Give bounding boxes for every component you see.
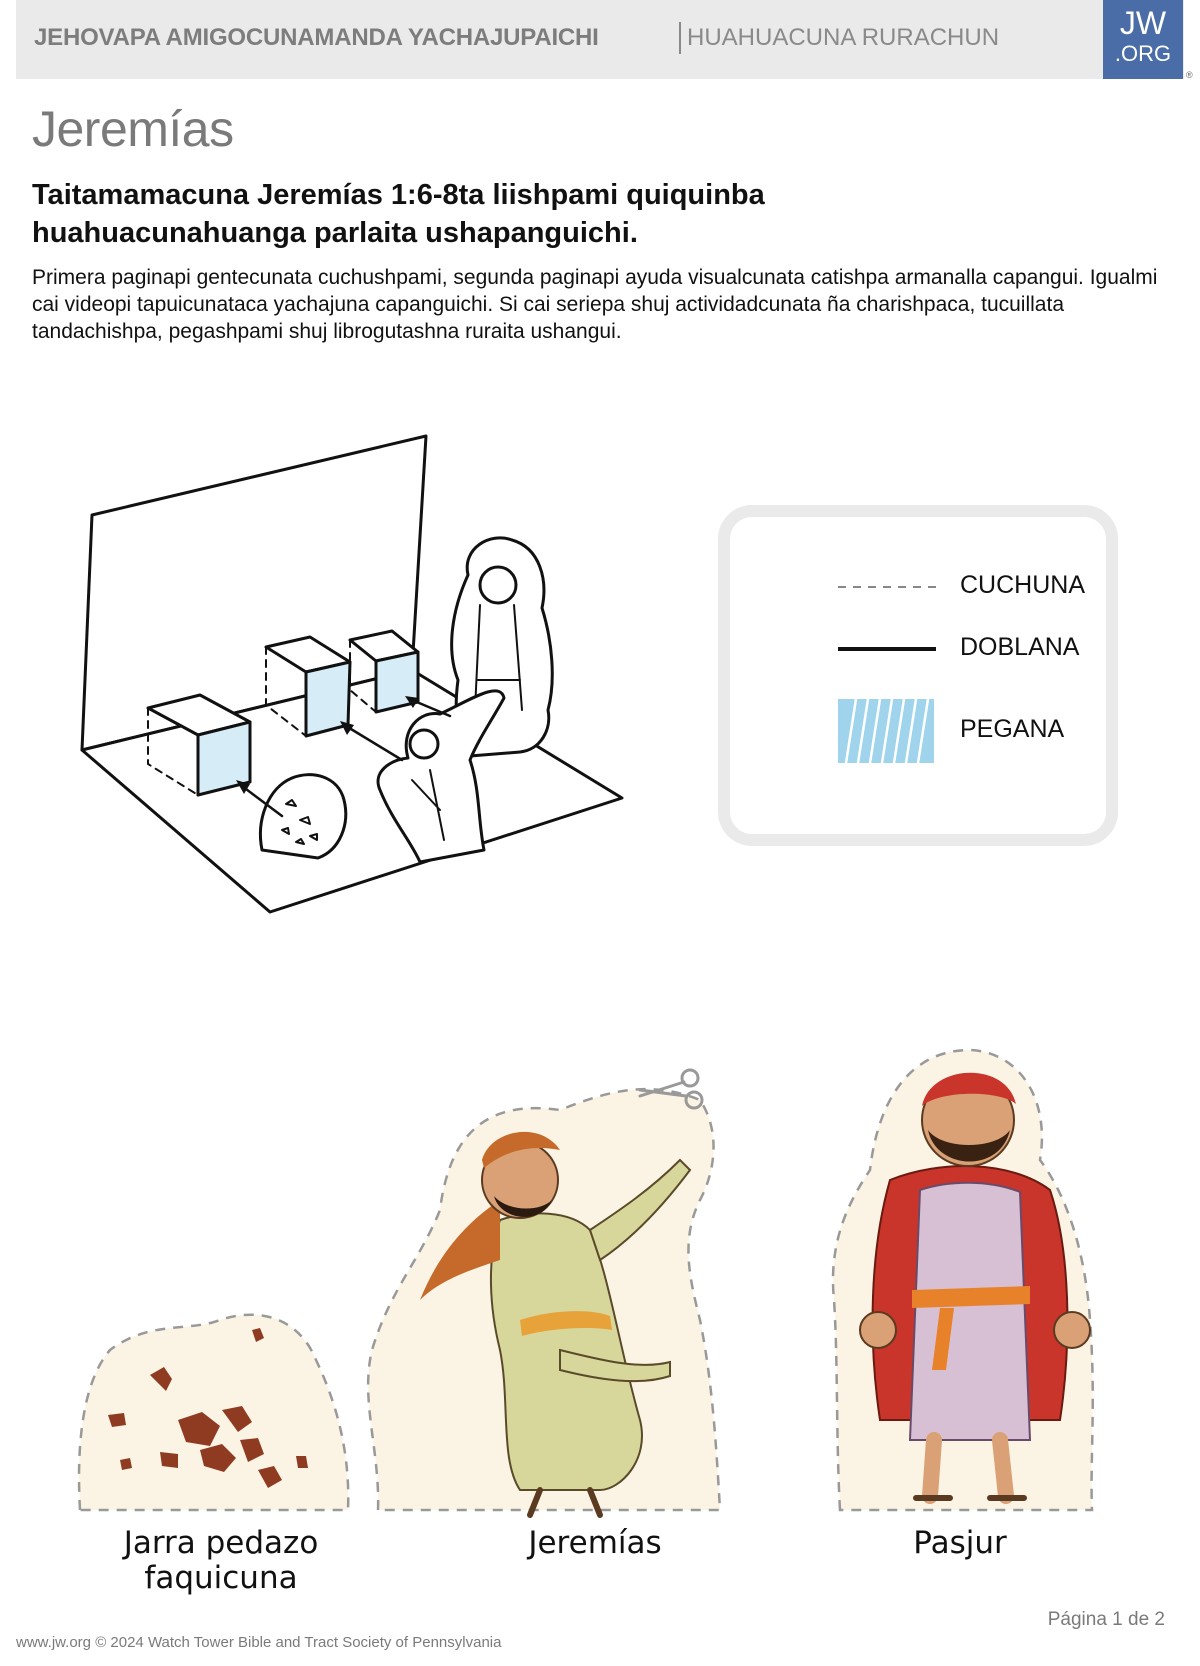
pashur-cutout <box>833 1050 1093 1510</box>
copyright-footer: www.jw.org © 2024 Watch Tower Bible and Tract Society of Pennsylvania <box>16 1634 502 1651</box>
legend-fold-label: DOBLANA <box>960 633 1080 661</box>
solid-line-icon <box>838 639 938 659</box>
jeremiah-label: Jeremías <box>528 1525 662 1561</box>
jeremiah-cutout <box>368 1070 720 1515</box>
logo-org-text: .ORG <box>1114 41 1172 66</box>
legend-box <box>718 505 1118 846</box>
page-number: Página 1 de 2 <box>1047 1609 1165 1630</box>
legend-row-glue <box>838 697 1065 743</box>
assembly-diagram <box>0 380 700 940</box>
legend-cut-label: CUCHUNA <box>960 571 1085 599</box>
jw-logo[interactable] <box>1103 0 1183 79</box>
logo-jw-text: JW <box>1119 5 1167 41</box>
activity-subtitle: Taitamamacuna Jeremías 1:6-8ta liishpami quiquinba huahuacunahuanga parlaita ushapanguichi. <box>32 179 765 249</box>
legend-row-fold <box>838 633 1080 679</box>
header-divider <box>679 22 681 54</box>
page-title: Jeremías <box>32 101 234 157</box>
legend-row-cut <box>838 571 1085 617</box>
pashur-label: Pasjur <box>913 1525 1007 1561</box>
intro-paragraph: Primera paginapi gentecunata cuchushpami, segunda paginapi ayuda visualcunata catishpa armanalla capangui. Igualmi cai videopi tapuicunataca yachajuna capanguichi. Si cai seriepa shuj actividadcunata ña charishpaca, tucuillata tandachishpa, pegashpami shuj librogutashna ruraita ushangui. <box>32 266 1158 343</box>
dashed-line-icon <box>838 577 938 597</box>
series-title: JEHOVAPA AMIGOCUNAMANDA YACHAJUPAICHI <box>34 24 599 51</box>
glue-pattern-icon <box>838 697 938 765</box>
cutout-figures <box>0 1020 1200 1540</box>
registered-mark: ® <box>1186 70 1193 80</box>
legend-glue-label: PEGANA <box>960 715 1065 743</box>
shards-cutout <box>79 1315 348 1510</box>
shards-label: Jarra pedazo faquicuna <box>123 1525 319 1596</box>
section-title: HUAHUACUNA RURACHUN <box>687 24 1000 51</box>
page-header <box>16 0 1184 79</box>
